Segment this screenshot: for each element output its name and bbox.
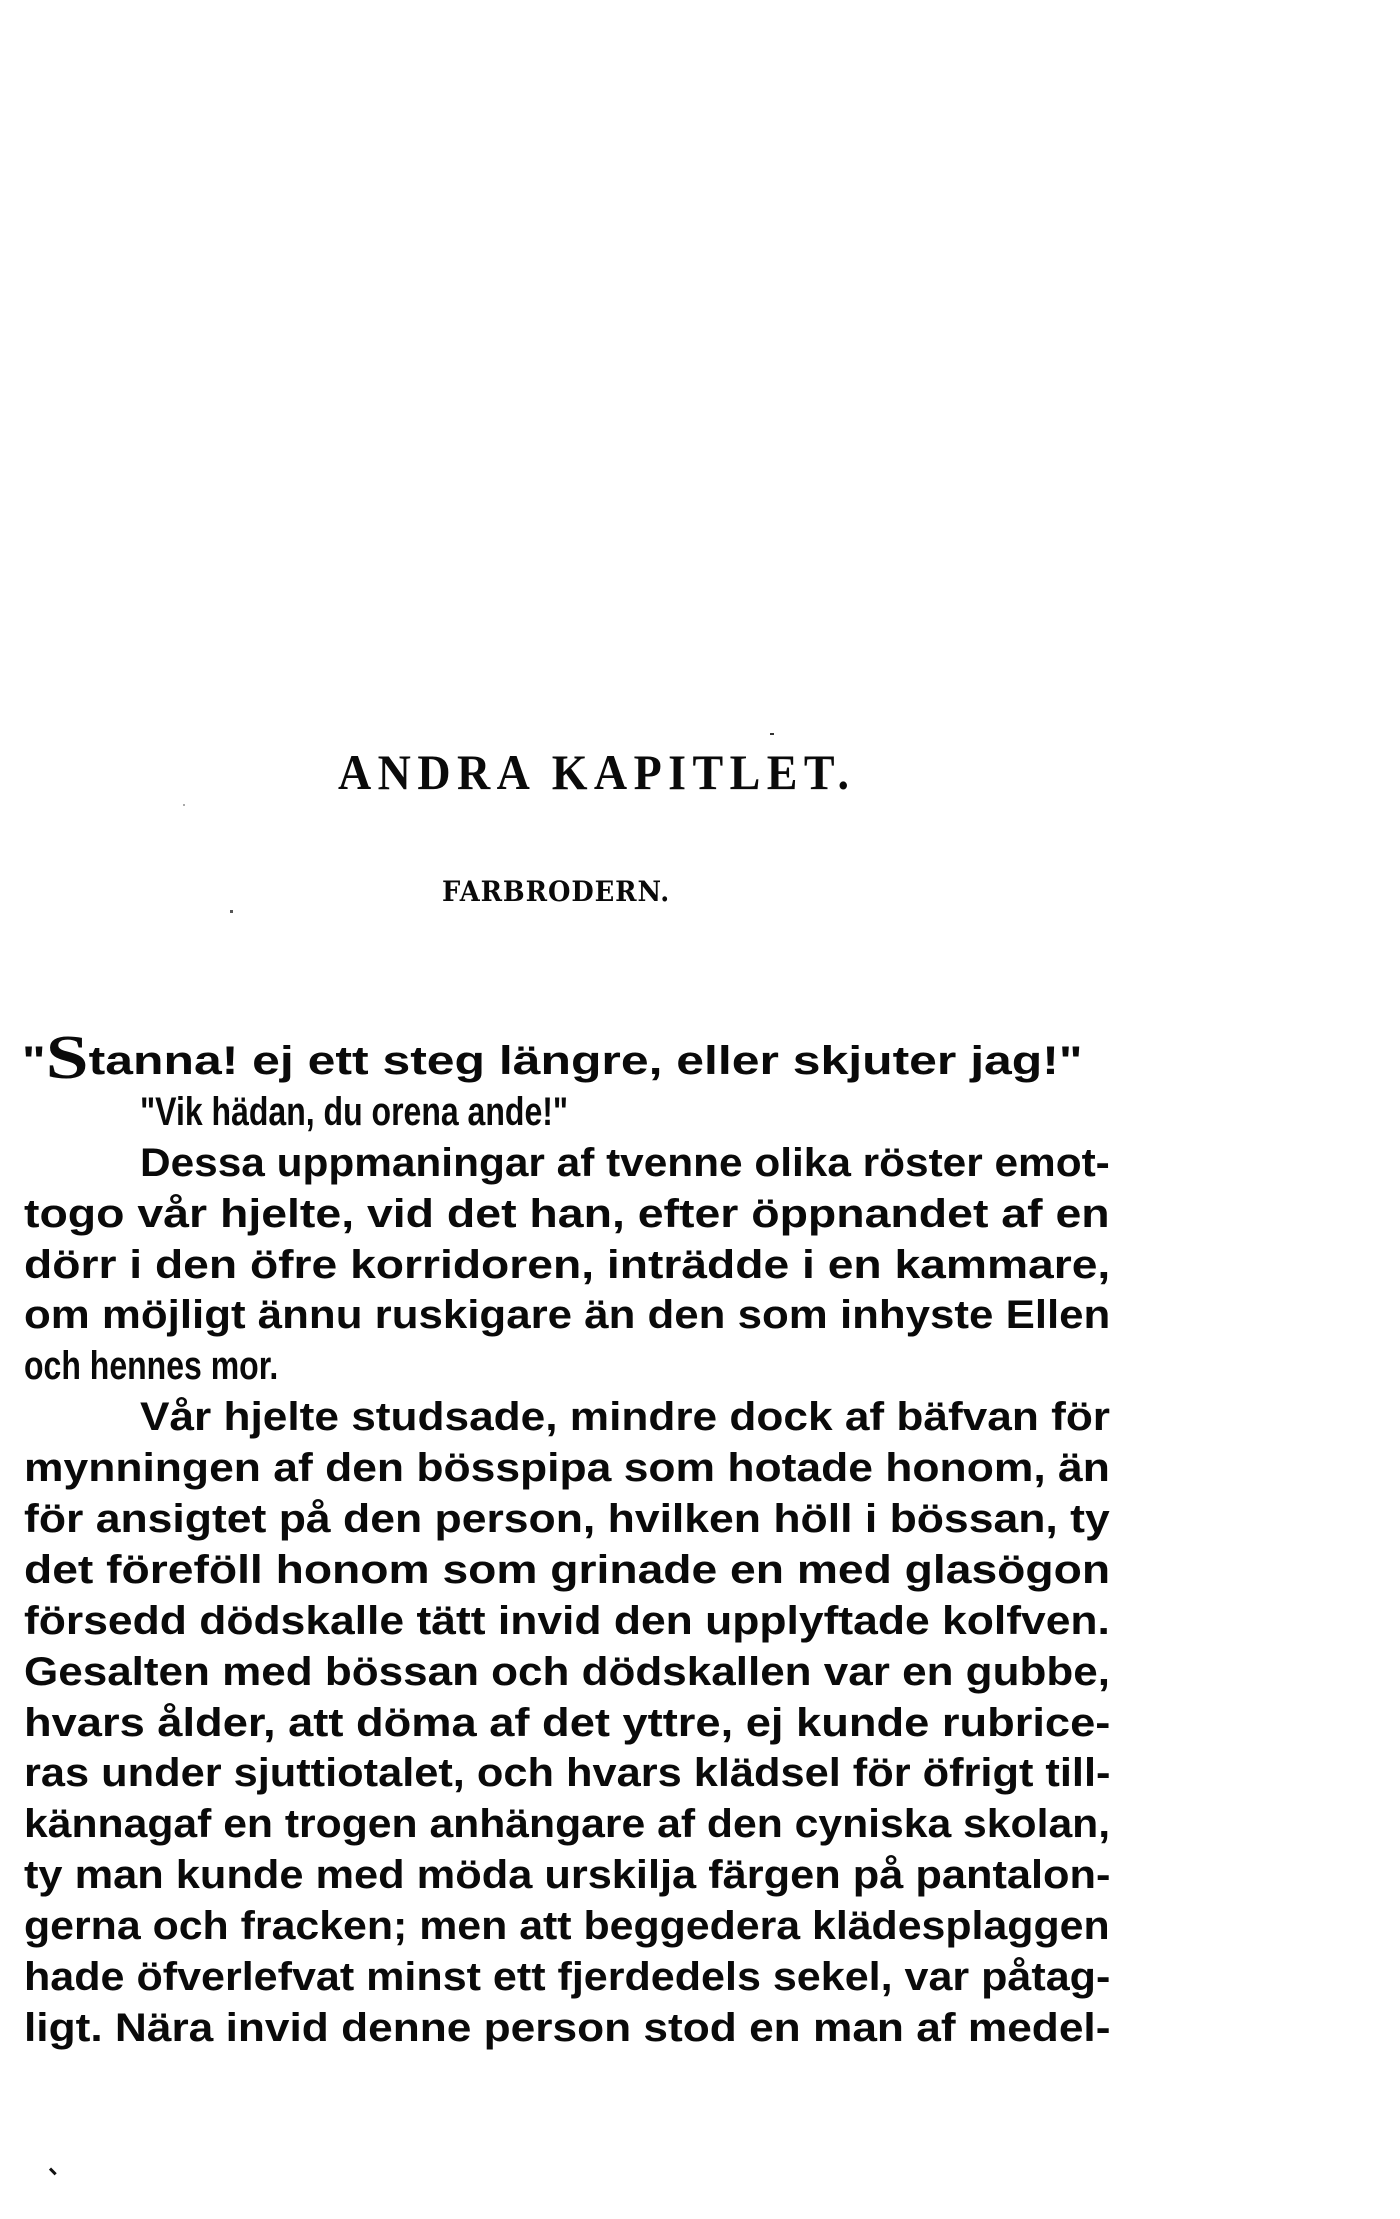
text-line-10: [24, 1494, 1110, 1545]
text-line-8: [24, 1392, 1110, 1443]
line-text: Vår hjelte studsade, mindre dock af bäfvan för: [140, 1395, 1111, 1440]
line-text: om möjligt ännu ruskigare än den som inhyste Ellen: [24, 1293, 1111, 1338]
drop-cap-letter: S: [45, 1024, 89, 1092]
line-text: hvars ålder, att döma af det yttre, ej kunde rubrice-: [24, 1700, 1111, 1745]
text-line-2: [24, 1087, 1110, 1138]
line-text: togo vår hjelte, vid det han, efter öppnandet af en: [24, 1191, 1110, 1236]
line-text: försedd dödskalle tätt invid den upplyftade kolfven.: [24, 1598, 1110, 1643]
line-text: för ansigtet på den person, hvilken höll i bössan, ty: [24, 1497, 1110, 1542]
text-line-19: [24, 1952, 1110, 2003]
line-text: dörr i den öfre korridoren, inträdde i en kammare,: [24, 1242, 1111, 1287]
line-text: ty man kunde med möda urskilja färgen på pantalon-: [24, 1853, 1111, 1898]
print-speck: [770, 733, 774, 735]
chapter-subtitle: FARBRODERN.: [442, 875, 671, 908]
open-quote: ": [22, 1039, 46, 1083]
print-speck: [230, 910, 233, 913]
text-line-7: [24, 1341, 1110, 1392]
text-line-1: [22, 1024, 1083, 1092]
text-line-17: [24, 1850, 1110, 1901]
line-text: det föreföll honom som grinade en med glasögon: [24, 1547, 1111, 1592]
line-text: gerna och fracken; men att beggedera klädesplaggen: [24, 1904, 1110, 1949]
text-line-15: [24, 1748, 1110, 1799]
body-text: [22, 1024, 1111, 2054]
text-line-16: [24, 1799, 1110, 1850]
text-line-12: [24, 1596, 1110, 1647]
text-line-13: [24, 1647, 1110, 1698]
line-text: och hennes mor.: [24, 1344, 279, 1389]
text-line-11: [24, 1545, 1110, 1596]
text-line-5: [24, 1240, 1110, 1291]
line-text: ras under sjuttiotalet, och hvars klädsel för öfrigt till-: [24, 1751, 1111, 1796]
line-text: Gesalten med bössan och dödskallen var en gubbe,: [24, 1649, 1110, 1694]
text-line-18: [24, 1901, 1110, 1952]
print-speck: [49, 2168, 56, 2175]
text-line-6: [24, 1290, 1110, 1341]
text-line-3: [24, 1138, 1110, 1189]
text-line-4: [24, 1189, 1110, 1240]
text-line-9: [24, 1443, 1110, 1494]
line-text: Dessa uppmaningar af tvenne olika röster emot-: [140, 1140, 1110, 1185]
line-text: hade öfverlefvat minst ett fjerdedels sekel, var påtag-: [24, 1955, 1111, 2000]
chapter-title: ANDRA KAPITLET.: [338, 744, 856, 800]
line-text: "Vik hädan, du orena ande!": [140, 1089, 569, 1134]
line-text: kännagaf en trogen anhängare af den cyniska skolan,: [24, 1802, 1111, 1847]
line-text: mynningen af den bösspipa som hotade honom, än: [24, 1446, 1110, 1491]
line-text: ligt. Nära invid denne person stod en man af medel-: [24, 2005, 1111, 2050]
line-text: tanna! ej ett steg längre, eller skjuter jag!": [88, 1039, 1083, 1083]
text-line-14: [24, 1698, 1110, 1749]
text-line-20: [24, 2003, 1110, 2054]
print-speck: [183, 804, 185, 806]
